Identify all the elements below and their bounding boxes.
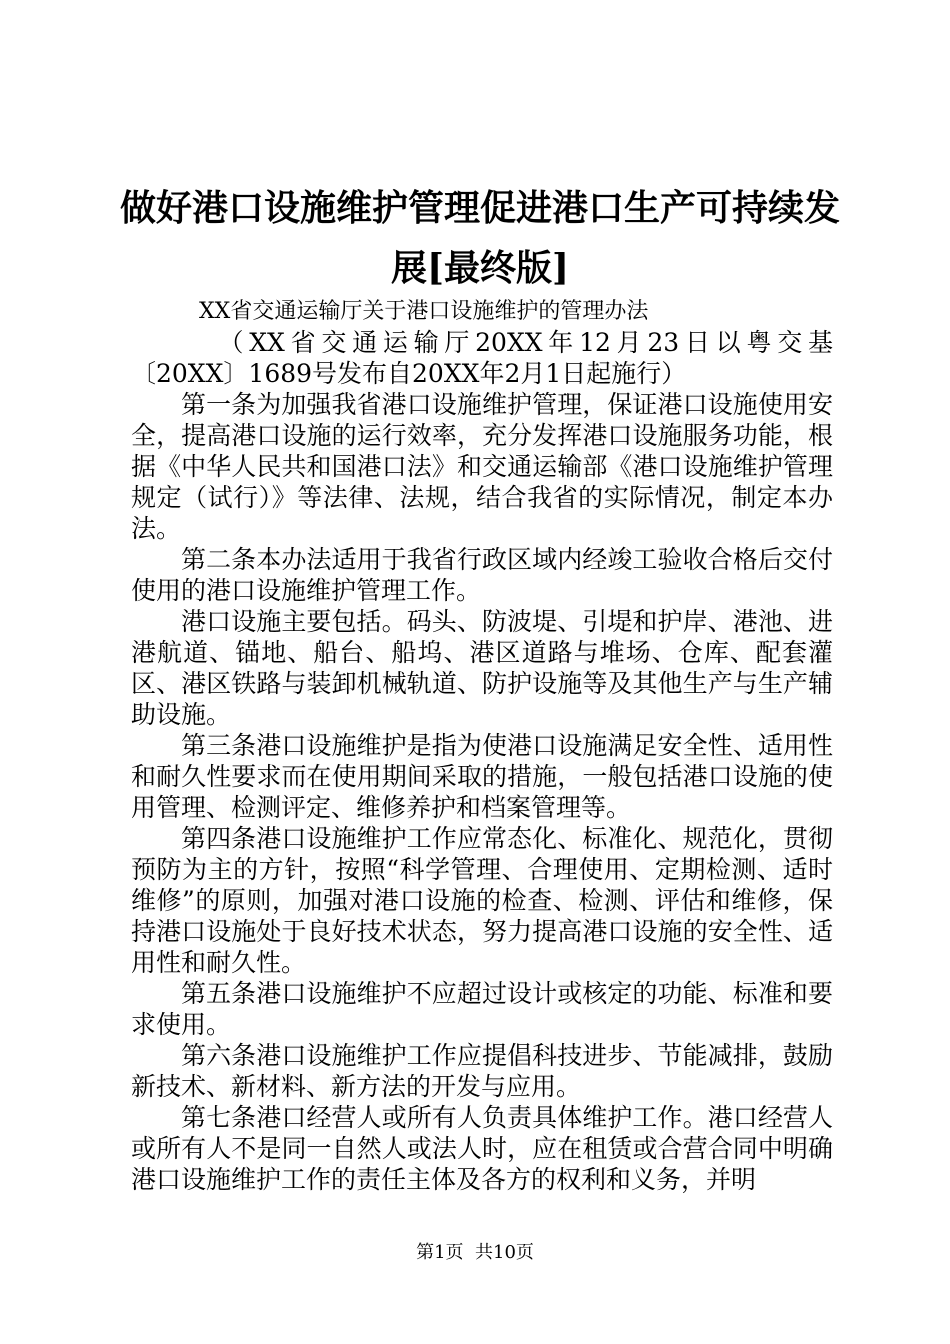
article-7: 第七条港口经营人或所有人负责具体维护工作。港口经营人或所有人不是同一自然人或法人时，应在租赁或合营合同中明确港口设施维护工作的责任主体及各方的权利和义务，并明 (131, 1103, 833, 1194)
article-6: 第六条港口设施维护工作应提倡科技进步、节能减排，鼓励新技术、新材料、新方法的开发与应用。 (131, 1041, 833, 1101)
article-1: 第一条为加强我省港口设施维护管理，保证港口设施使用安全，提高港口设施的运行效率，充分发挥港口设施服务功能，根据《中华人民共和国港口法》和交通运输部《港口设施维护管理规定（试行）》等法律、法规，结合我省的实际情况，制定本办法。 (131, 390, 833, 543)
article-5: 第五条港口设施维护不应超过设计或核定的功能、标准和要求使用。 (131, 979, 833, 1039)
page-number: 第1页 共10页 (416, 1242, 534, 1263)
issuance-note-line-2: 〔20XX〕1689号发布自20XX年2月1日起施行） (131, 359, 687, 388)
document-subtitle: XX省交通运输厅关于港口设施维护的管理办法 (199, 299, 649, 324)
article-4: 第四条港口设施维护工作应常态化、标准化、规范化，贯彻预防为主的方针，按照“科学管理、合理使用、定期检测、适时维修”的原则，加强对港口设施的检查、检测、评估和维修，保持港口设施处于良好技术状态，努力提高港口设施的安全性、适用性和耐久性。 (131, 824, 833, 977)
page-footer (0, 1242, 950, 1264)
article-3: 第三条港口设施维护是指为使港口设施满足安全性、适用性和耐久性要求而在使用期间采取的措施，一般包括港口设施的使用管理、检测评定、维修养护和档案管理等。 (131, 731, 833, 822)
port-facilities-list: 港口设施主要包括。码头、防波堤、引堤和护岸、港池、进港航道、锚地、船台、船坞、港区道路与堆场、仓库、配套灌区、港区铁路与装卸机械轨道、防护设施等及其他生产与生产辅助设施。 (131, 607, 833, 729)
document-body (131, 296, 833, 1195)
article-2: 第二条本办法适用于我省行政区域内经竣工验收合格后交付使用的港口设施维护管理工作。 (131, 545, 833, 605)
document-title-line-2: 展[最终版] (390, 247, 570, 289)
issuance-note-line-1: （XX省交通运输厅20XX年12月23日以粤交基 (218, 328, 833, 357)
document-title-line-1: 做好港口设施维护管理促进港口生产可持续发 (120, 187, 841, 229)
